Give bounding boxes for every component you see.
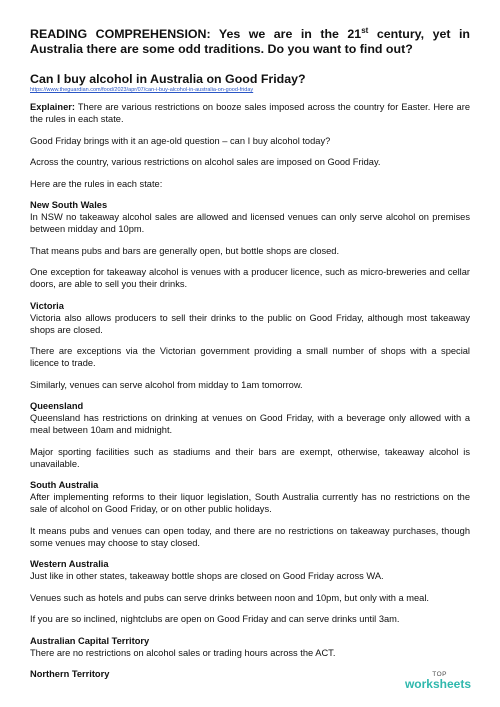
state-paragraph: One exception for takeaway alcohol is venues with a producer licence, such as micro-breweries and cellar doors, are able to sell you their drinks. <box>30 267 470 289</box>
worksheet-page <box>30 27 470 690</box>
state-heading: Victoria <box>30 300 64 311</box>
state-paragraph: In NSW no takeaway alcohol sales are allowed and licensed venues can only serve alcohol on premises between midday and 10pm. <box>30 212 470 234</box>
state-heading: Western Australia <box>30 559 109 569</box>
state-paragraph: Major sporting facilities such as stadiums and their bars are exempt, otherwise, takeaway alcohol is unavailable. <box>30 446 470 469</box>
state-heading: South Australia <box>30 480 99 490</box>
intro-paragraph: Across the country, various restrictions on alcohol sales are imposed on Good Friday. <box>30 157 381 167</box>
heading-text-continued: century, yet in Australia there are some odd traditions. Do you want to find out? <box>30 27 471 56</box>
state-heading: Northern Territory <box>30 669 110 679</box>
state-section-western-australia <box>30 558 470 582</box>
lead-text: There are various restrictions on booze sales imposed across the country for Easter. Here are the rules in each state. <box>30 102 470 124</box>
topworksheets-logo <box>405 671 471 690</box>
state-heading: New South Wales <box>30 200 108 210</box>
state-paragraph: There are no restrictions on alcohol sales or trading hours across the ACT. <box>30 647 336 658</box>
logo-worksheets-text: worksheets <box>404 677 471 691</box>
worksheet-heading <box>30 27 470 57</box>
heading-text: READING COMPREHENSION: Yes we are in the 21 <box>30 27 362 41</box>
state-section-nsw <box>30 199 470 235</box>
state-paragraph: If you are so inclined, nightclubs are open on Good Friday and can serve drinks until 3am. <box>30 614 400 624</box>
state-paragraph: After implementing reforms to their liquor legislation, South Australia currently has no restrictions on the sale of alcohol on Good Friday, or on other public holidays. <box>30 492 470 514</box>
state-paragraph: That means pubs and bars are generally open, but bottle shops are closed. <box>30 245 340 256</box>
state-section-south-australia <box>30 479 470 515</box>
state-paragraph: Queensland has restrictions on drinking at venues on Good Friday, with a beverage only allowed with a meal between 10am and midnight. <box>30 413 470 435</box>
heading-superscript: st <box>361 25 369 35</box>
intro-paragraph: Good Friday brings with it an age-old question – can I buy alcohol today? <box>30 135 331 146</box>
state-section-act <box>30 635 470 659</box>
state-heading: Australian Capital Territory <box>30 635 150 646</box>
state-heading: Queensland <box>30 401 84 411</box>
lead-label: Explainer: <box>30 102 75 112</box>
logo-top-text: TOP <box>432 671 447 678</box>
state-section-victoria <box>30 300 470 336</box>
state-section-queensland <box>30 400 470 436</box>
lead-paragraph <box>30 101 470 125</box>
state-paragraph: Venues such as hotels and pubs can serve drinks between noon and 10pm, but only with a meal. <box>30 592 429 603</box>
state-paragraph: Just like in other states, takeaway bottle shops are closed on Good Friday across WA. <box>30 571 384 581</box>
article-title: Can I buy alcohol in Australia on Good Friday? <box>30 72 306 86</box>
intro-paragraph: Here are the rules in each state: <box>30 178 163 189</box>
state-paragraph: Similarly, venues can serve alcohol from midday to 1am tomorrow. <box>30 379 303 390</box>
state-paragraph: It means pubs and venues can open today, and there are no restrictions on takeaway purchases, though some venues may choose to stay closed. <box>30 525 470 548</box>
state-paragraph: There are exceptions via the Victorian government providing a small number of shops with a special licence to trade. <box>30 346 470 368</box>
source-link[interactable]: https://www.theguardian.com/food/2023/apr/07/can-i-buy-alcohol-in-australia-on-good-friday <box>30 87 254 93</box>
state-paragraph: Victoria also allows producers to sell their drinks to the public on Good Friday, although most takeaway shops are closed. <box>30 312 470 335</box>
